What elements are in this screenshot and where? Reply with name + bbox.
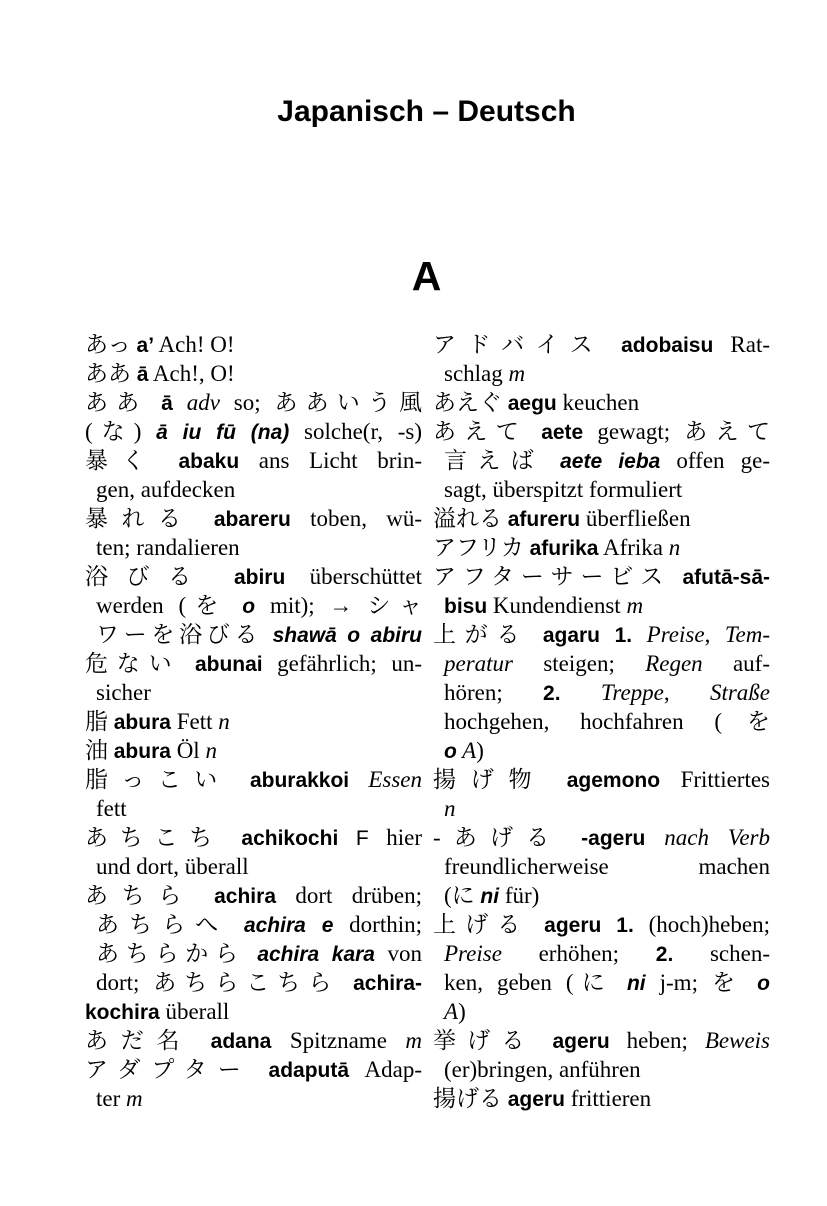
text-segment-head: afureru [507,508,581,531]
dictionary-line [433,736,770,765]
text-segment-jp: あげる [440,825,582,850]
text-segment-headi: o [444,740,457,763]
text-segment-de: von [375,941,422,966]
text-segment-de: toben, wü- [290,506,422,531]
text-segment-jp: 揚げ物 [433,767,567,792]
dictionary-line [433,591,770,620]
text-segment-head: aete [541,421,584,444]
text-segment-de: Fett [170,709,219,734]
text-segment-head: abareru [213,508,291,531]
text-segment-head: achikochi [241,827,339,850]
text-segment-it: Treppe [560,680,664,705]
dictionary-line [85,388,422,417]
text-segment-headi: ni [626,972,646,995]
text-segment-jp: あえて [433,419,542,444]
dictionary-line [433,997,770,1026]
dictionary-line [85,620,422,649]
text-segment-de: dort drüben; [276,883,422,908]
text-segment-de: dort; [96,970,154,995]
text-segment-de: überfließen [580,506,691,531]
dictionary-line [433,823,770,852]
text-segment-num: 2. [655,943,674,966]
text-segment-head: ageru [544,914,602,937]
text-segment-it: A [444,999,459,1024]
text-segment-de: , [704,622,725,647]
text-segment-it: m [508,361,526,386]
text-segment-de: schlag [444,361,509,386]
dictionary-line [85,707,422,736]
text-segment-jp: 挙げる [433,1028,553,1053]
text-segment-jp: あだ名 [85,1028,211,1053]
text-segment-it: Beweis [704,1028,770,1053]
text-segment-jp: を [711,970,744,995]
dictionary-line [433,852,770,881]
text-segment-de: gen, aufdecken [96,477,236,502]
text-segment-jp: アフターサービス [433,564,683,589]
dictionary-line [433,359,770,388]
text-segment-jp: あちらへ [96,912,244,937]
text-segment-de: Spitzname [271,1028,406,1053]
text-segment-de: freundlicherweise machen [444,854,770,879]
text-segment-de: (hoch)heben; [633,912,770,937]
dictionary-line [85,997,422,1026]
dictionary-line [433,504,770,533]
text-segment-de: offen ge- [660,448,770,473]
text-segment-jp: ああ [85,361,137,386]
text-segment-jp: ああいう風 [274,390,422,415]
text-segment-head: agaru [542,624,601,647]
text-segment-de: Öl [170,738,206,763]
text-segment-jp: 油 [85,738,114,763]
text-segment-jp: 暴れる [85,506,214,531]
text-segment-head: adobaisu [621,334,714,357]
text-segment-de: überall [159,999,230,1024]
dictionary-line [85,1055,422,1084]
text-segment-jp: あちら [85,883,215,908]
text-segment-de: Frittiertes [660,767,770,792]
text-segment-de: hochgehen, hochfahren ( [444,709,722,734]
text-segment-de: ) [133,419,157,444]
text-segment-jp: 上がる [433,622,543,647]
text-segment-it: peratur [444,651,513,676]
text-segment-num: 2. [543,682,561,705]
text-segment-it: Preise [632,622,705,647]
text-segment-de: Ach! O! [154,332,235,357]
dictionary-line [85,475,422,504]
text-segment-jp: を [722,709,770,734]
text-segment-headi: achira kara [257,943,375,966]
dictionary-line [85,1026,422,1055]
text-segment-headi: ni [480,885,500,908]
text-segment-head: abaku [178,450,240,473]
text-segment-de: steigen; [513,651,646,676]
text-segment-jp: ワーを浴びる [96,622,273,647]
dictionary-line [85,765,422,794]
dictionary-line [433,562,770,591]
text-segment-de: mit); → [255,593,368,618]
text-segment-head: kochira [85,1001,160,1024]
text-segment-de: sicher [96,680,151,705]
text-segment-de: frittieren [564,1086,652,1111]
text-segment-de: ) [458,999,466,1024]
text-segment-de: sagt, überspitzt formuliert [444,477,683,502]
text-segment-headi: aete ieba [560,450,661,473]
dictionary-line [85,533,422,562]
text-segment-de: dorthin; [333,912,422,937]
text-segment-it: Straße [709,680,770,705]
text-segment-jp: 溢れる [433,506,508,531]
dictionary-line [85,591,422,620]
text-segment-jp: 浴びる [85,564,234,589]
text-segment-jp: あちらから [96,941,258,966]
dictionary-line [433,1026,770,1055]
dictionary-line [85,446,422,475]
text-segment-head: achira [214,885,276,908]
text-segment-de: so; [233,390,275,415]
text-segment-it: m [405,1028,422,1053]
text-segment-de: hören; [444,680,544,705]
text-segment-head: ageru [507,1088,565,1111]
text-segment-jp: 脂 [85,709,114,734]
text-segment-jp: シャ [367,593,422,618]
text-segment-it: nach Verb [645,825,770,850]
text-segment-de: - [433,825,441,850]
text-segment-num: 1. [601,914,634,937]
dictionary-line [433,707,770,736]
text-segment-jp: 上げる [433,912,545,937]
text-segment-head: afurika [529,537,599,560]
right-column [433,330,770,1113]
text-segment-de: (er)bringen, anführen [444,1057,641,1082]
text-segment-jp: 言えば [444,448,561,473]
text-segment-de: schen- [673,941,770,966]
text-segment-it: n [218,709,230,734]
text-segment-head: abura [113,711,171,734]
text-segment-head: achira- [353,972,422,995]
text-segment-headi: achira e [243,914,334,937]
dictionary-line [433,678,770,707]
text-segment-jp: アダプター [85,1057,269,1082]
dictionary-line [433,1055,770,1084]
text-segment-de: ( [444,883,452,908]
text-segment-jp: あえて [684,419,770,444]
text-segment-head: abiru [233,566,286,589]
text-segment-de: überschüttet [285,564,422,589]
text-segment-de: ans Licht brin- [239,448,422,473]
dictionary-line [433,881,770,910]
dictionary-line [85,736,422,765]
dictionary-line [85,823,422,852]
dictionary-line [433,388,770,417]
dictionary-line [433,620,770,649]
text-segment-it: adv [172,390,234,415]
text-segment-de: keuchen [556,390,640,415]
text-segment-head: adaputā [268,1059,350,1082]
text-segment-jp: ああ [85,390,162,415]
dictionary-line [85,504,422,533]
section-letter: A [411,253,442,299]
text-segment-de: Ach!, O! [148,361,235,386]
text-segment-jp: アドバイス [433,332,622,357]
dictionary-line [433,910,770,939]
text-segment-it: n [205,738,217,763]
dictionary-line [433,330,770,359]
text-segment-jp: に [573,970,613,995]
dictionary-line [85,881,422,910]
text-segment-headi: o [242,595,256,618]
text-segment-f: F [338,827,387,850]
text-segment-head: a’ [136,334,155,357]
dictionary-line [85,852,422,881]
dictionary-line [433,765,770,794]
text-segment-de: gewagt; [583,419,685,444]
text-segment-jp: あえぐ [433,390,508,415]
text-segment-de: , [663,680,710,705]
text-segment-head: adana [210,1030,272,1053]
dictionary-columns [85,330,770,1113]
page-title: Japanisch – Deutsch [277,95,576,128]
text-segment-de: Rat- [713,332,770,357]
dictionary-line [85,939,422,968]
dictionary-line [85,649,422,678]
text-segment-de: ( [85,419,93,444]
text-segment-jp: 脂っこい [85,767,250,792]
dictionary-line [85,1084,422,1113]
text-segment-de: solche(r, -s) [289,419,422,444]
left-column [85,330,422,1113]
dictionary-line [85,968,422,997]
text-segment-de: ten; randalieren [96,535,240,560]
text-segment-it: Tem- [724,622,770,647]
text-segment-it: n [668,535,681,560]
text-segment-headi: shawā o abiru [272,624,422,647]
text-segment-it: A [456,738,477,763]
text-segment-it: n [444,796,456,821]
text-segment-it: Preise [444,941,502,966]
text-segment-de [227,593,242,618]
text-segment-de: hier [386,825,422,850]
text-segment-de: und dort, überall [96,854,249,879]
text-segment-de: j-m; [645,970,712,995]
text-segment-head: -ageru [581,827,646,850]
text-segment-head: aburakkoi [249,769,350,792]
text-segment-jp: 揚げる [433,1086,508,1111]
text-segment-it: Regen [645,651,703,676]
text-segment-jp: に [451,883,475,908]
dictionary-line [85,359,422,388]
dictionary-line [85,794,422,823]
text-segment-de: erhöhen; [501,941,656,966]
text-segment-de: auf- [702,651,770,676]
text-segment-jp: あちこち [85,825,242,850]
text-segment-de: ken, geben ( [444,970,574,995]
text-segment-head: agemono [566,769,661,792]
text-segment-jp: 危ない [85,651,195,676]
text-segment-jp: あっ [85,332,137,357]
text-segment-it: m [626,593,644,618]
text-segment-de [743,970,757,995]
text-segment-de: Adap- [349,1057,422,1082]
text-segment-num: 1. [600,624,633,647]
text-segment-jp: な [92,419,134,444]
text-segment-head: ageru [552,1030,610,1053]
dictionary-line [85,910,422,939]
dictionary-line [433,968,770,997]
dictionary-line [433,475,770,504]
text-segment-head: abura [113,740,171,763]
dictionary-line [433,939,770,968]
text-segment-head: afutā-sā- [682,566,770,589]
dictionary-line [433,794,770,823]
text-segment-headi: ā iu fū (na) [156,421,290,444]
text-segment-de: für) [499,883,540,908]
text-segment-jp: アフリカ [433,535,530,560]
text-segment-head: bisu [444,595,488,618]
text-segment-head: ā [136,363,149,386]
text-segment-de: fett [96,796,127,821]
dictionary-line [433,417,770,446]
text-segment-head: ā [161,392,173,415]
text-segment-it: m [126,1086,143,1111]
dictionary-line [85,417,422,446]
text-segment-head: abunai [194,653,263,676]
text-segment-de: Kundendienst [487,593,627,618]
dictionary-line [433,649,770,678]
dictionary-line [85,330,422,359]
text-segment-jp: を [186,593,228,618]
text-segment-de: heben; [609,1028,705,1053]
text-segment-jp: 暴く [85,448,179,473]
dictionary-line [85,678,422,707]
text-segment-de: ) [476,738,484,763]
dictionary-line [433,446,770,475]
dictionary-line [85,562,422,591]
text-segment-de: gefährlich; un- [262,651,422,676]
text-segment-jp: あちらこちら [153,970,354,995]
text-segment-de [613,970,627,995]
text-segment-de: werden ( [96,593,187,618]
text-segment-it: Essen [349,767,422,792]
text-segment-head: aegu [507,392,557,415]
dictionary-line [433,533,770,562]
dictionary-line [433,1084,770,1113]
text-segment-de: ter [96,1086,127,1111]
text-segment-headi: o [757,972,770,995]
text-segment-de: Afrika [598,535,669,560]
